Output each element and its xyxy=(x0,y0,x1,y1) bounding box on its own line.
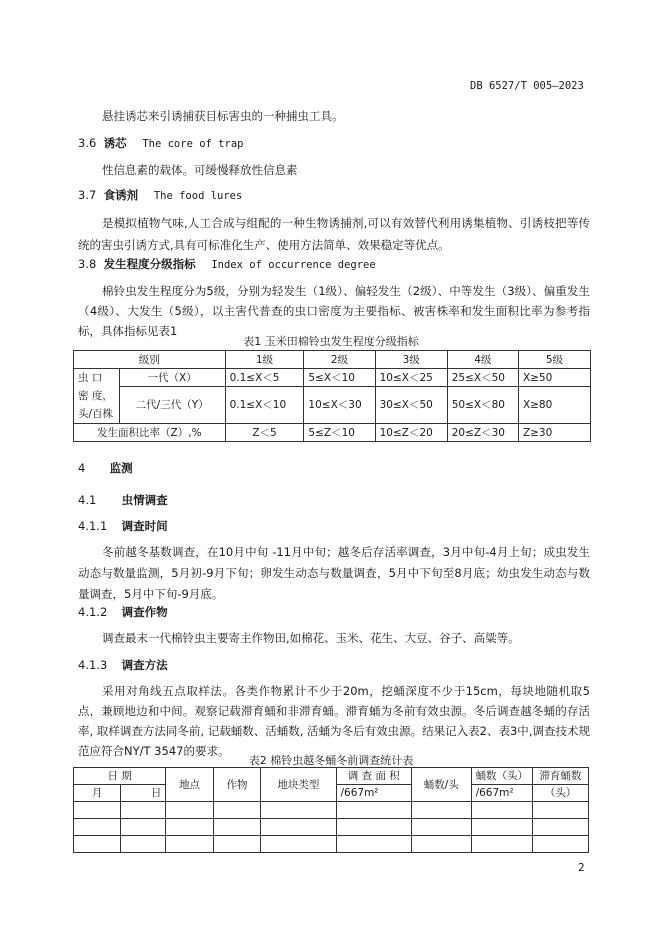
table-header-cell: （头） xyxy=(533,785,589,802)
table-cell xyxy=(471,802,533,819)
section-title-en: The food lures xyxy=(153,190,243,202)
section-heading xyxy=(78,133,590,154)
paragraph-text: 是模拟植物气味,人工合成与组配的一种生物诱捕剂,可以有效替代利用诱集植物、引诱枝把等传统的害虫引诱方式,具有可标准化生产、使用方法简单、效果稳定等优点。 xyxy=(78,216,590,252)
table2-caption: 表2 棉铃虫越冬蛹冬前调查统计表 xyxy=(248,754,414,767)
section-number: 4.1 xyxy=(78,493,97,507)
table-header-cell: 日 期 xyxy=(74,768,166,785)
section-heading xyxy=(78,516,590,536)
row-label: 一代（X） xyxy=(119,369,225,387)
table-cell xyxy=(121,802,166,819)
table-cell xyxy=(213,836,260,853)
section-4-1-3 xyxy=(78,655,590,761)
table-cell: 5≤Z＜10 xyxy=(304,424,375,442)
table-header-cell: 调 查 面 积 xyxy=(336,768,412,785)
table-cell: X≥50 xyxy=(518,369,590,387)
section-number: 3.7 xyxy=(78,188,97,202)
section-number: 3.6 xyxy=(78,136,97,150)
section-title: 食诱剂 xyxy=(103,188,139,202)
table-cell xyxy=(533,819,589,836)
table-cell: 10≤X＜30 xyxy=(304,387,375,424)
table-cell: X≥80 xyxy=(518,387,590,424)
table-row xyxy=(74,387,591,424)
table-cell: 5≤X＜10 xyxy=(304,369,375,387)
section-title: 诱芯 xyxy=(103,136,127,150)
table-row xyxy=(74,424,591,442)
table-cell xyxy=(471,819,533,836)
table-header-cell: 滞育蛹数 xyxy=(533,768,589,785)
table-cell xyxy=(533,802,589,819)
table-cell: Z≥30 xyxy=(518,424,590,442)
section-3-7 xyxy=(78,185,590,256)
page-number: 2 xyxy=(578,862,585,874)
section-title: 发生程度分级指标 xyxy=(103,257,196,271)
table-cell xyxy=(166,802,213,819)
table-cell: 50≤X＜80 xyxy=(447,387,518,424)
table-row xyxy=(74,351,591,369)
table-cell: 0.1≤X＜5 xyxy=(225,369,304,387)
section-3-6 xyxy=(78,133,590,180)
section-title: 调查作物 xyxy=(121,605,168,619)
table-cell: 10≤X＜25 xyxy=(375,369,447,387)
table-header-cell: 蛹数/头 xyxy=(412,768,472,802)
section-4-1-1 xyxy=(78,516,590,605)
section-title: 虫情调查 xyxy=(121,493,168,507)
section-3-8 xyxy=(78,254,590,341)
paragraph-text: 性信息素的载体。可缓慢释放性信息素 xyxy=(102,163,298,177)
table-cell xyxy=(336,836,412,853)
table-row xyxy=(74,369,591,387)
table-header-cell: 2级 xyxy=(304,351,375,369)
table-cell: 25≤X＜50 xyxy=(447,369,518,387)
table-header-cell: /667m² xyxy=(471,785,533,802)
table-cell xyxy=(412,819,472,836)
table-cell: 30≤X＜50 xyxy=(375,387,447,424)
row-group-label: 虫 口 密 度，头/百株 xyxy=(74,369,120,424)
table-cell xyxy=(74,836,121,853)
table-header-cell: 4级 xyxy=(447,351,518,369)
table1 xyxy=(73,350,591,442)
table-header-cell: 地块类型 xyxy=(261,768,336,802)
paragraph-text: 悬挂诱芯来引诱捕获目标害虫的一种捕虫工具。 xyxy=(102,109,344,123)
table-cell: 10≤Z＜20 xyxy=(375,424,447,442)
paragraph-text: 调查最末一代棉铃虫主要寄主作物田,如棉花、玉米、花生、大豆、谷子、高粱等。 xyxy=(102,631,520,645)
table-cell: 20≤Z＜30 xyxy=(447,424,518,442)
table-header-cell: 日 xyxy=(121,785,166,802)
table-cell xyxy=(121,836,166,853)
section-4-1 xyxy=(78,490,590,510)
table-cell: 0.1≤X＜10 xyxy=(225,387,304,424)
section-heading xyxy=(78,254,590,275)
table-cell xyxy=(471,836,533,853)
table-cell xyxy=(261,819,336,836)
paragraph-text: 冬前越冬基数调查，在10月中旬 -11月中旬；越冬后存活率调查，3月中旬-4月上旬；成虫发生动态与数量监测，5月初-9月下旬；卵发生动态与数量调查，5月中下旬至8月底；幼虫发生动态与数量调查，5月中下旬-9月底。 xyxy=(78,545,590,601)
table-cell xyxy=(166,819,213,836)
table-row xyxy=(74,819,589,836)
table-header-cell: 地点 xyxy=(166,768,213,802)
table-cell xyxy=(74,802,121,819)
section-heading xyxy=(78,185,590,206)
section-heading xyxy=(78,602,590,622)
table-cell xyxy=(336,819,412,836)
section-title: 调查方法 xyxy=(121,658,168,672)
table-row xyxy=(74,802,589,819)
table-cell xyxy=(412,802,472,819)
section-title-en: Index of occurrence degree xyxy=(211,259,376,271)
section-number: 3.8 xyxy=(78,257,97,271)
section-heading xyxy=(78,655,590,675)
section-number: 4.1.3 xyxy=(78,658,108,672)
section-4-1-2 xyxy=(78,602,590,648)
table-cell xyxy=(261,802,336,819)
continued-paragraph xyxy=(78,106,590,126)
table2 xyxy=(73,767,589,853)
section-title: 监测 xyxy=(109,461,133,475)
section-title-en: The core of trap xyxy=(142,138,244,150)
table-row xyxy=(74,836,589,853)
table-cell xyxy=(533,836,589,853)
table-cell xyxy=(213,819,260,836)
table-header-cell: 1级 xyxy=(225,351,304,369)
table-cell xyxy=(412,836,472,853)
standard-number: DB 6527/T 005—2023 xyxy=(470,80,584,92)
table-row xyxy=(74,768,589,785)
table-header-cell: 蛹数（头） xyxy=(471,768,533,785)
section-number: 4 xyxy=(78,461,86,475)
table-header-cell: /667m² xyxy=(336,785,412,802)
section-4 xyxy=(78,458,590,478)
table-cell xyxy=(336,802,412,819)
table-cell: Z＜5 xyxy=(225,424,304,442)
paragraph-text: 棉铃虫发生程度分为5级，分别为轻发生（1级）、偏轻发生（2级）、中等发生（3级）、偏重发生（4级）、大发生（5级），以主害代普查的虫口密度为主要指标、被害株率和发生面积比率为参考指标，具体指标见表1 xyxy=(78,284,590,338)
section-title: 调查时间 xyxy=(121,519,168,533)
table-cell xyxy=(213,802,260,819)
table-header-cell: 月 xyxy=(74,785,121,802)
section-number: 4.1.2 xyxy=(78,605,108,619)
table-cell xyxy=(74,819,121,836)
table-cell xyxy=(261,836,336,853)
paragraph-text: 采用对角线五点取样法。各类作物累计不少于20m，挖蛹深度不少于15cm，每块地随机取5点，兼顾地边和中间。观察记载滞育蛹和非滞育蛹。滞育蛹为冬前有效虫源。冬后调查越冬蛹的存活率, 取样调查方法同冬前, 记载蛹数、活蛹数, 活蛹为冬后有效虫源。结果记入表2、表3中,调查技术规范应符合NY/T 3547的要求。 xyxy=(78,684,590,758)
table1-caption: 表1 玉米田棉铃虫发生程度分级指标 xyxy=(243,335,419,348)
row-label: 二代/三代（Y） xyxy=(119,387,225,424)
table-header-cell: 级别 xyxy=(74,351,226,369)
table-cell xyxy=(121,819,166,836)
row-label: 发生面积比率（Z）,% xyxy=(74,424,226,442)
section-heading xyxy=(78,490,590,510)
section-number: 4.1.1 xyxy=(78,519,108,533)
section-heading xyxy=(78,458,590,478)
table-cell xyxy=(166,836,213,853)
table-header-cell: 5级 xyxy=(518,351,590,369)
table-header-cell: 作物 xyxy=(213,768,260,802)
table-header-cell: 3级 xyxy=(375,351,447,369)
